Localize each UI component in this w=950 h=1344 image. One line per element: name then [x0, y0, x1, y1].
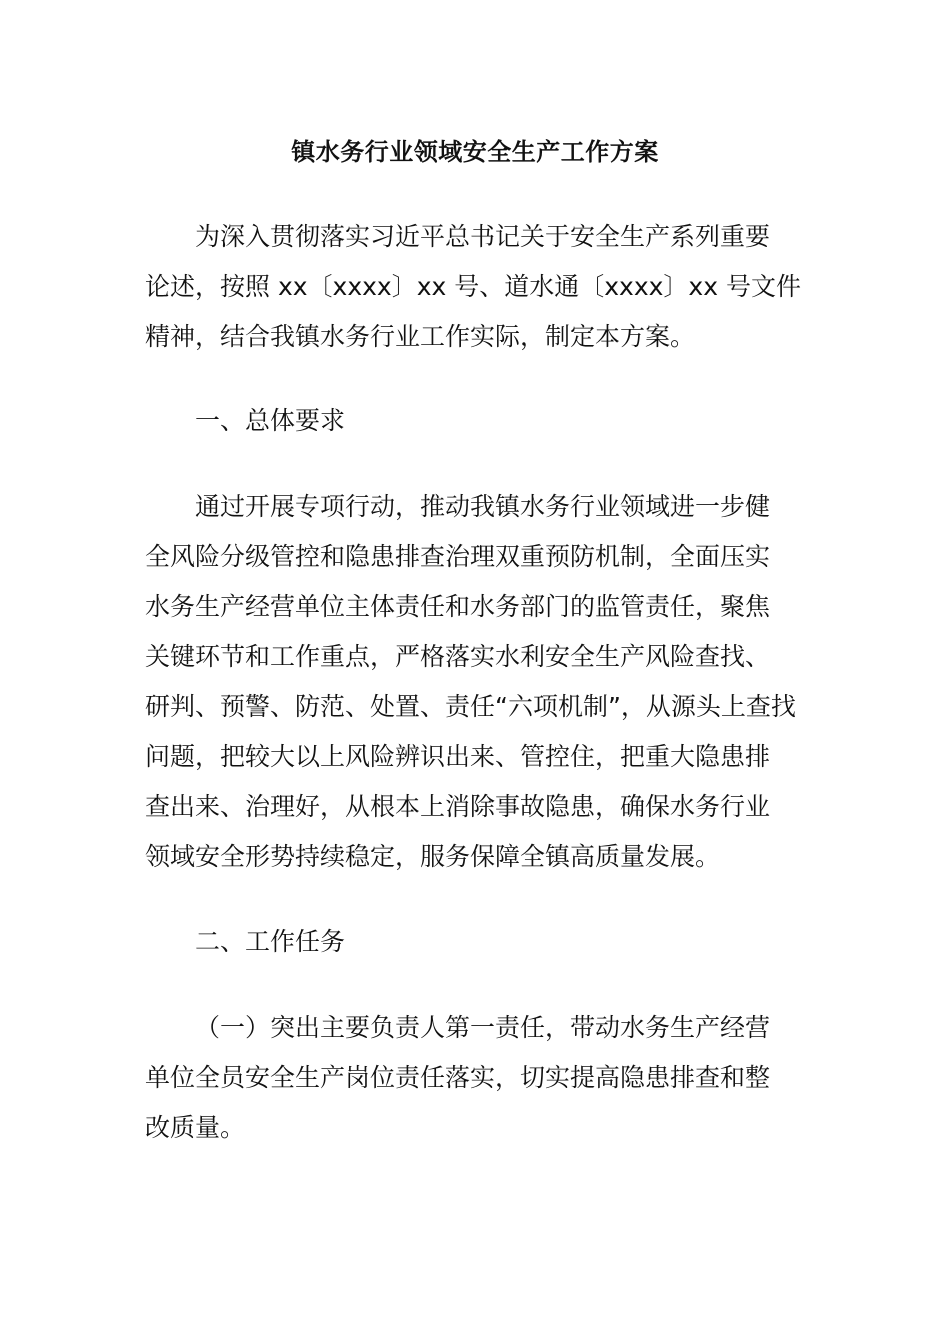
section1-line: 问题，把较大以上风险辨识出来、管控住，把重大隐患排 — [145, 742, 771, 771]
intro-line: 论述，按照 xx〔xxxx〕xx 号、道水通〔xxxx〕xx 号文件 — [145, 272, 801, 301]
subsection1-paragraph — [145, 1003, 805, 1153]
section-heading-work-tasks: 二、工作任务 — [195, 927, 346, 956]
section1-line: 全风险分级管控和隐患排查治理双重预防机制，全面压实 — [145, 542, 771, 571]
subsection1-line: 改质量。 — [145, 1113, 246, 1142]
subsection1-line: （一）突出主要负责人第一责任，带动水务生产经营 — [195, 1013, 771, 1042]
section1-paragraph — [145, 482, 805, 882]
document-title: 镇水务行业领域安全生产工作方案 — [291, 138, 659, 166]
intro-paragraph — [145, 212, 805, 362]
subsection1-line: 单位全员安全生产岗位责任落实，切实提高隐患排查和整 — [145, 1063, 771, 1092]
intro-line: 为深入贯彻落实习近平总书记关于安全生产系列重要 — [195, 222, 771, 251]
section-heading-overall-requirements: 一、总体要求 — [195, 406, 346, 435]
section1-line: 关键环节和工作重点，严格落实水利安全生产风险查找、 — [145, 642, 771, 671]
section1-line: 通过开展专项行动，推动我镇水务行业领域进一步健 — [195, 492, 771, 521]
section1-line: 研判、预警、防范、处置、责任“六项机制”，从源头上查找 — [145, 692, 796, 721]
section1-line: 查出来、治理好，从根本上消除事故隐患，确保水务行业 — [145, 792, 771, 821]
section1-line: 水务生产经营单位主体责任和水务部门的监管责任，聚焦 — [145, 592, 771, 621]
section1-line: 领域安全形势持续稳定，服务保障全镇高质量发展。 — [145, 842, 721, 871]
intro-line: 精神，结合我镇水务行业工作实际，制定本方案。 — [145, 322, 696, 351]
